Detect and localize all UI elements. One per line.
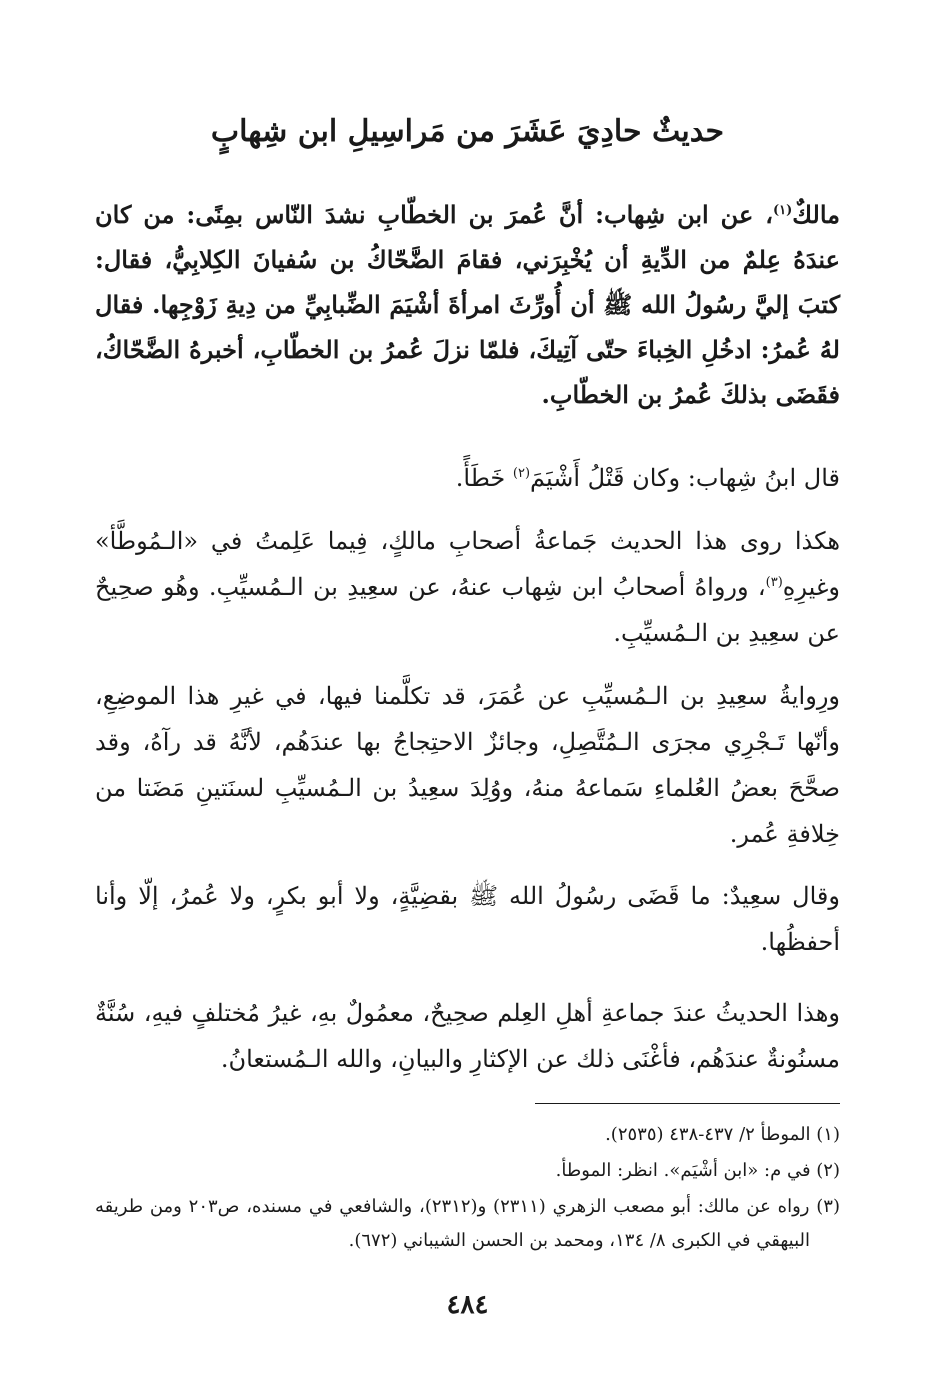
footnote-ref-2: (٢)	[512, 466, 531, 481]
book-page	[95, 0, 840, 1381]
paragraph-said: وقال سعِيدٌ: ما قَضَى رسُولُ الله ﷺ بقضِيَّةٍ، ولا أبو بكرٍ، ولا عُمرُ، إلّا وأنا أحفظُها.	[95, 882, 840, 956]
paragraph-text: خَطَأً.	[455, 464, 513, 492]
footnote-1: (١) الموطأ ٢/ ٤٣٧-٤٣٨ (٢٥٣٥).	[605, 1124, 840, 1145]
paragraph-text: هكذا روى هذا الحديث جَماعةُ أصحابِ مالكٍ، فِيما عَلِمتُ في «الـمُوطَّأ» وغيرِهِ	[95, 527, 840, 601]
footnote-divider	[535, 1103, 840, 1104]
section-heading: حديثٌ حادِيَ عَشَرَ من مَراسِيلِ ابن شِهابٍ	[210, 114, 725, 149]
hadith-narrator: مالكٌ	[792, 200, 840, 229]
footnotes	[95, 1118, 840, 1260]
paragraph-text: ، ورواهُ أصحابُ ابن شِهاب عنهُ، عن سعِيدِ بن الـمُسيِّبِ. وهُو صحِيحٌ عن سعِيدِ بن الـمُسيِّبِ.	[95, 573, 840, 647]
hadith-text	[95, 192, 840, 417]
paragraph-text: قال ابنُ شِهاب: وكان قَتْلُ أَشْيَمَ	[530, 464, 840, 492]
paragraph-riwaya: ورِوايةُ سعِيدِ بن الـمُسيِّبِ عن عُمَرَ، قد تكلَّمنا فيها، في غيرِ هذا الموضِعِ، وأنّها تَـجْرِي مجرَى الـمُتَّصِلِ، وجائزٌ الاحتِجاجُ بها عندَهُم، لأنَّهُ قد رآهُ، وقد صحَّحَ بعضُ العُلماءِ سَماعهُ منهُ، ووُلِدَ سعِيدُ بن الـمُسيِّبِ لسنَتينِ مَضَتا من خِلافةِ عُمر.	[95, 682, 840, 848]
footnote-3: (٣) رواه عن مالك: أبو مصعب الزهري (٢٣١١) و(٢٣١٢)، والشافعي في مسنده، ص٢٠٣ ومن طريقه البيهقي في الكبرى ٨/ ١٣٤، ومحمد بن الحسن الشيباني (٦٧٢).	[95, 1196, 840, 1251]
footnote-2: (٢) في م: «ابن أشْيَم». انظر: الموطأ.	[555, 1160, 840, 1181]
hadith-body: ، عن ابن شِهاب: أنَّ عُمرَ بن الخطّابِ نشدَ النّاس بمِنًى: من كان عندَهُ عِلمٌ من الدِّيةِ أن يُخْبِرَني، فقامَ الضَّحّاكُ بن سُفيانَ الكِلابِيُّ، فقال: كتبَ إليَّ رسُولُ الله ﷺ أن أُورِّثَ امرأةَ أشْيَمَ الضِّبابِيِّ من دِيةِ زَوْجِها. فقال لهُ عُمرُ: ادخُلِ الخِباءَ حتّى آتِيكَ، فلمّا نزلَ عُمرُ بن الخطّابِ، أخبرهُ الضَّحّاكُ، فقَضَى بذلكَ عُمرُ بن الخطّابِ.	[95, 200, 840, 409]
paragraph-ibn-shihab	[95, 455, 840, 501]
paragraph-narration	[95, 518, 840, 656]
paragraph-conclusion: وهذا الحديثُ عندَ جماعةِ أهلِ العِلم صحِيحٌ، معمُولٌ بهِ، غيرُ مُختلفٍ فيهِ، سُنَّةٌ مسنُونةٌ عندَهُم، فأغْنَى ذلك عن الإكثارِ والبيانِ، والله الـمُستعانُ.	[95, 999, 840, 1073]
page-number: ٤٨٤	[446, 1290, 489, 1320]
footnote-ref-3: (٣)	[765, 575, 783, 590]
footnote-ref-1: (١)	[772, 203, 793, 218]
